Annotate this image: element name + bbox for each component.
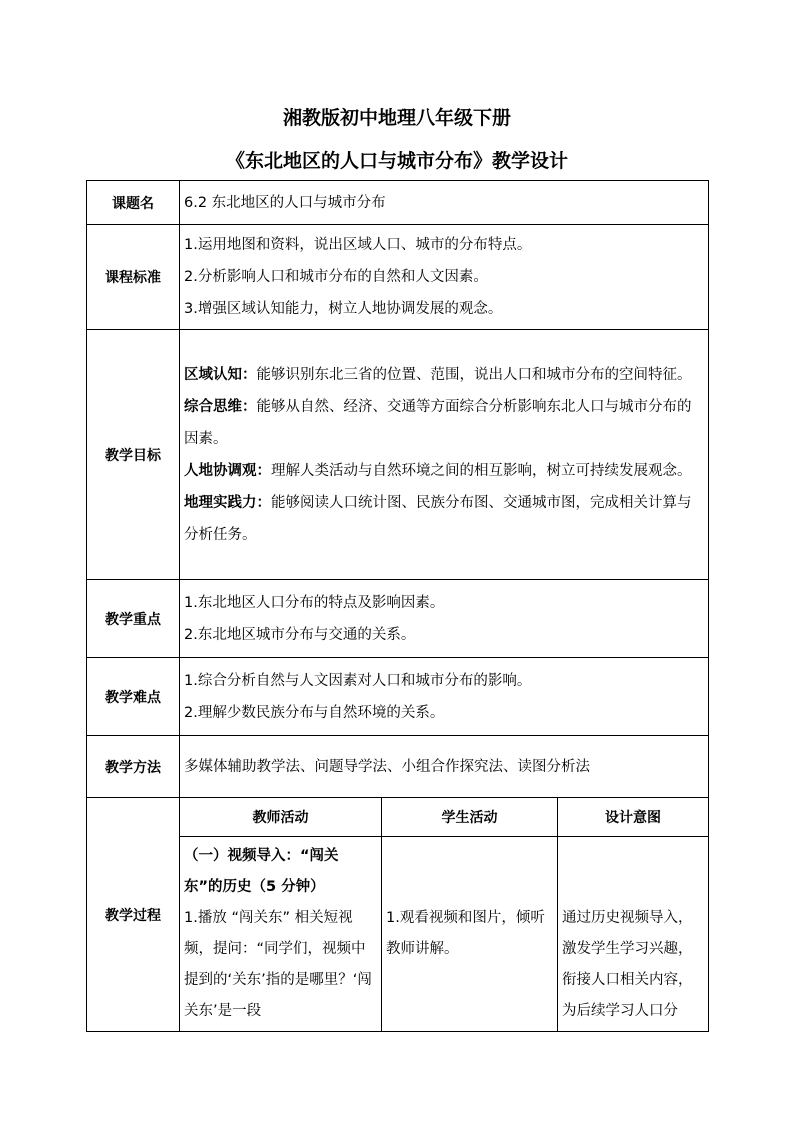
goal-item: [184, 359, 702, 391]
process-label: 教学过程: [87, 798, 180, 1032]
row-goals: [87, 330, 709, 580]
row-topic: [87, 181, 709, 225]
lesson-plan-table: [86, 180, 709, 1032]
col-teacher-activity: 教师活动: [180, 798, 382, 837]
standard-item: 2.分析影响人口和城市分布的自然和人文因素。: [184, 269, 488, 285]
goal-head: 人地协调观：: [184, 462, 271, 479]
goal-text: 能够识别东北三省的位置、范围，说出人口和城市分布的空间特征。: [256, 366, 692, 383]
method-value: 多媒体辅助教学法、问题导学法、小组合作探究法、读图分析法: [180, 736, 709, 798]
row-key: [87, 580, 709, 658]
standard-item: 3.增强区域认知能力，树立人地协调发展的观念。: [184, 301, 503, 317]
teacher-activity-cell: [180, 837, 382, 1032]
key-item: 1.东北地区人口分布的特点及影响因素。: [184, 594, 445, 611]
difficult-item: 1.综合分析自然与人文因素对人口和城市分布的影响。: [184, 672, 532, 689]
goal-item: [184, 487, 702, 551]
document-subtitle: 《东北地区的人口与城市分布》教学设计: [225, 150, 568, 172]
goals-label: 教学目标: [87, 330, 180, 580]
student-activity-cell: [382, 837, 558, 1032]
goal-head: 区域认知：: [184, 366, 257, 383]
teacher-activity-text: 1.播放 “闯关东” 相关短视频，提问：“同学们，视频中提到的‘关东’指的是哪里？‘闯关东’是一段: [184, 910, 372, 1019]
teacher-section-heading: （一）视频导入：“闯关东”的历史（5 分钟）: [184, 848, 339, 895]
topic-label: 课题名: [87, 181, 180, 225]
method-label: 教学方法: [87, 736, 180, 798]
design-intent-text: 通过历史视频导入，激发学生学习兴趣，衔接人口相关内容，为后续学习人口分: [562, 910, 693, 1019]
student-activity-text: 1.观看视频和图片，倾听教师讲解。: [386, 910, 545, 957]
row-process-body: [87, 837, 709, 1032]
design-intent-cell: [558, 837, 709, 1032]
key-label: 教学重点: [87, 580, 180, 658]
difficult-content: [180, 658, 709, 736]
col-design-intent: 设计意图: [558, 798, 709, 837]
standard-content: [180, 225, 709, 330]
row-method: [87, 736, 709, 798]
goal-item: [184, 455, 702, 487]
row-process-header: [87, 798, 709, 837]
standard-item: 1.运用地图和资料，说出区域人口、城市的分布特点。: [184, 237, 532, 253]
col-student-activity: 学生活动: [382, 798, 558, 837]
goal-text: 能够阅读人口统计图、民族分布图、交通城市图，完成相关计算与分析任务。: [184, 494, 692, 543]
goal-head: 地理实践力：: [184, 494, 271, 511]
topic-value: 6.2 东北地区的人口与城市分布: [180, 181, 709, 225]
goal-head: 综合思维：: [184, 398, 257, 415]
key-content: [180, 580, 709, 658]
document-title: 湘教版初中地理八年级下册: [282, 107, 511, 129]
row-difficult: [87, 658, 709, 736]
row-standard: [87, 225, 709, 330]
goal-text: 理解人类活动与自然环境之间的相互影响，树立可持续发展观念。: [271, 462, 692, 479]
difficult-item: 2.理解少数民族分布与自然环境的关系。: [184, 704, 445, 721]
difficult-label: 教学难点: [87, 658, 180, 736]
goals-content: [180, 330, 709, 580]
key-item: 2.东北地区城市分布与交通的关系。: [184, 626, 416, 643]
goal-item: [184, 391, 702, 455]
goal-text: 能够从自然、经济、交通等方面综合分析影响东北人口与城市分布的因素。: [184, 398, 692, 447]
standard-label: 课程标准: [87, 225, 180, 330]
